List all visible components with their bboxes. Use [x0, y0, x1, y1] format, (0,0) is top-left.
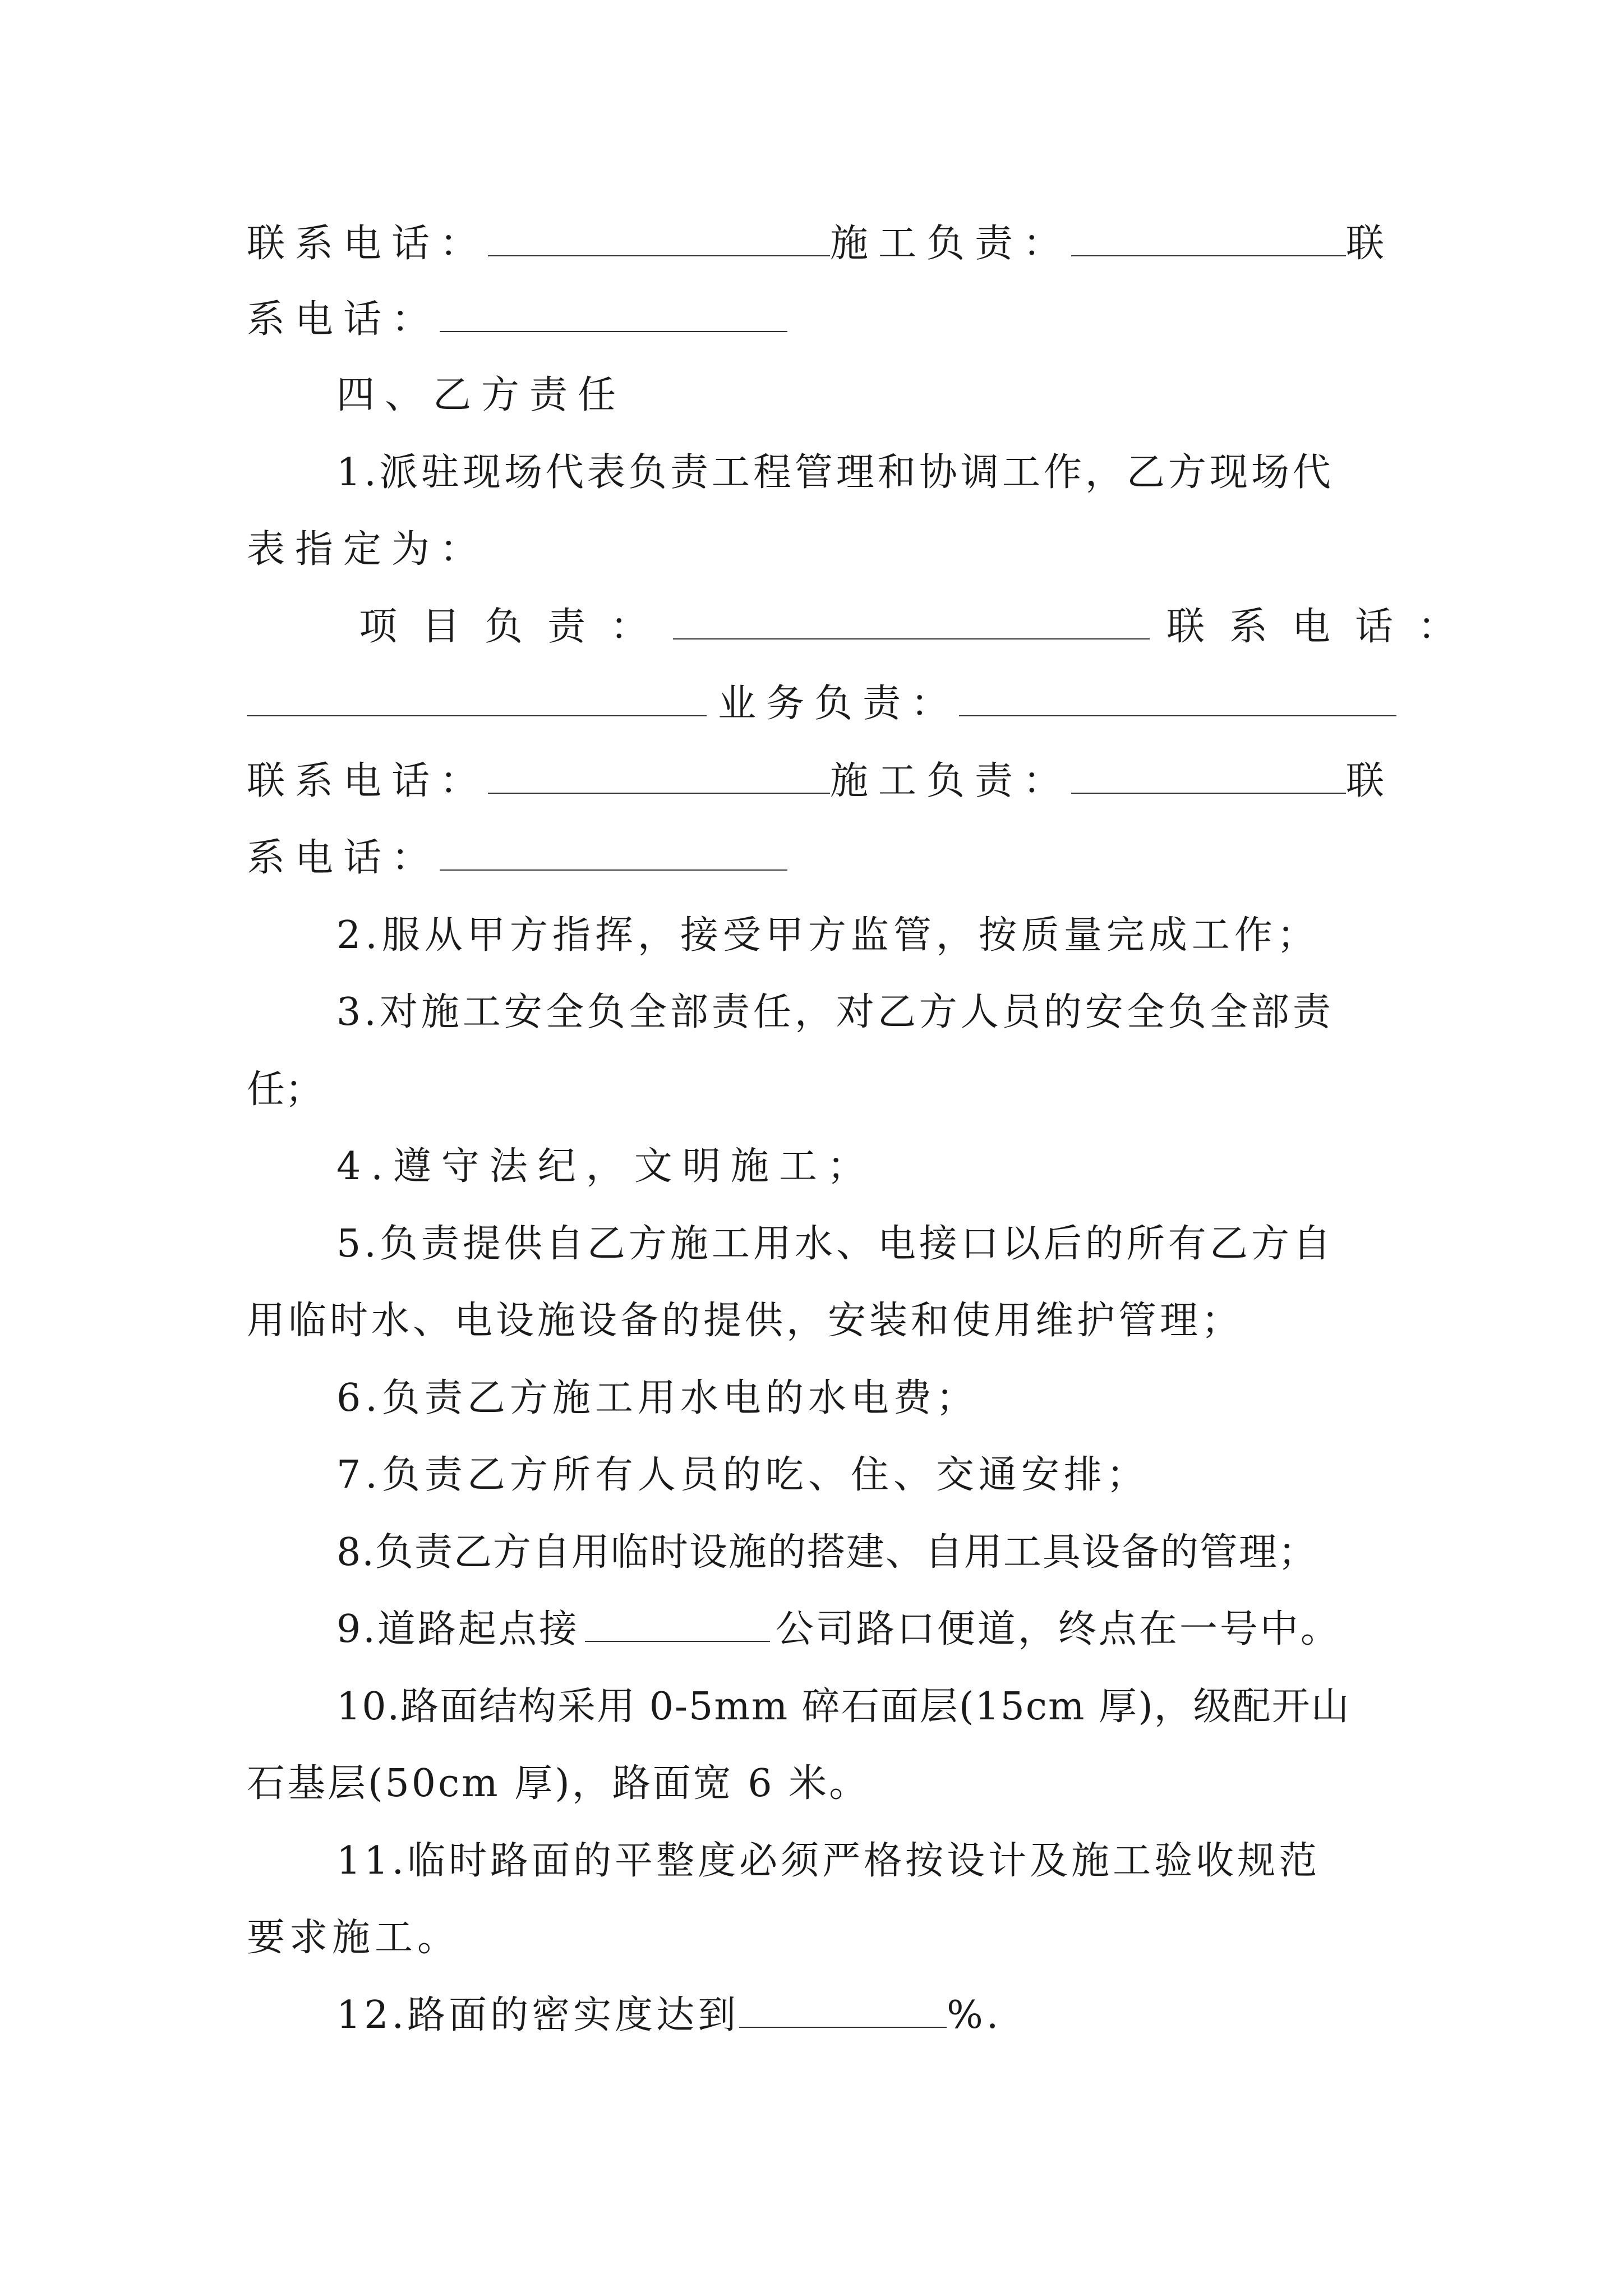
text-segment: 联系电话： — [247, 759, 488, 803]
blank-field — [1071, 220, 1346, 256]
paragraph-line: 3.对施工安全负全部责任，对乙方人员的安全负全部责 — [336, 990, 1334, 1034]
contact-line — [247, 830, 1380, 886]
text-segment: 联 — [1346, 222, 1395, 266]
text-segment: 12.路面的密实度达到 — [336, 1993, 740, 2037]
text-segment: 施工负责： — [830, 222, 1072, 266]
blank-field — [1071, 758, 1346, 794]
contact-line — [359, 599, 1481, 655]
text-segment: 联系电话： — [247, 222, 488, 266]
paragraph-line: 1.派驻现场代表负责工程管理和协调工作，乙方现场代 — [336, 450, 1334, 495]
text-segment: %. — [947, 1993, 1002, 2037]
paragraph-line: 8.负责乙方自用临时设施的搭建、自用工具设备的管理； — [336, 1530, 1317, 1575]
paragraph-line: 用临时水、电设施设备的提供，安装和使用维护管理； — [247, 1299, 1243, 1343]
contact-line — [247, 676, 1380, 732]
text-segment: 9.道路起点接 — [336, 1607, 579, 1651]
paragraph-line: 石基层(50cm 厚)，路面宽 6 米。 — [247, 1761, 870, 1806]
blank-field — [959, 680, 1396, 716]
contact-line — [247, 753, 1395, 809]
contact-line — [247, 216, 1395, 272]
blank-field — [247, 680, 707, 716]
blank-field — [440, 296, 787, 332]
paragraph-line: 7.负责乙方所有人员的吃、住、交通安排； — [336, 1453, 1149, 1497]
paragraph-line — [336, 1987, 1380, 2044]
paragraph-line: 6.负责乙方施工用水电的水电费； — [336, 1376, 979, 1420]
section-heading: 四、乙方责任 — [336, 373, 626, 417]
paragraph-line: 11.临时路面的平整度必须严格按设计及施工验收规范 — [336, 1839, 1321, 1883]
paragraph-line — [336, 1602, 1380, 1658]
text-segment: 联系电话： — [1166, 605, 1481, 649]
paragraph-line: 任； — [247, 1068, 324, 1112]
contact-line — [247, 292, 1380, 348]
paragraph-line: 5.负责提供自乙方施工用水、电接口以后的所有乙方自 — [336, 1222, 1334, 1266]
text-segment: 业务负责： — [718, 682, 960, 726]
text-segment: 施工负责： — [830, 759, 1072, 803]
blank-field — [673, 604, 1150, 639]
text-segment: 公司路口便道，终点在一号中。 — [775, 1607, 1341, 1651]
text-segment: 系电话： — [247, 297, 440, 342]
paragraph-line: 表指定为： — [247, 527, 488, 572]
blank-field — [488, 220, 830, 256]
paragraph-line: 要求施工。 — [247, 1916, 460, 1960]
blank-field — [739, 1992, 947, 2028]
paragraph-line: 2.服从甲方指挥，接受甲方监管，按质量完成工作； — [336, 913, 1320, 958]
blank-field — [488, 758, 830, 794]
blank-field — [440, 835, 787, 871]
paragraph-line: 4.遵守法纪，文明施工； — [336, 1144, 875, 1189]
text-segment: 联 — [1346, 759, 1395, 803]
blank-field — [585, 1606, 770, 1642]
text-segment: 项目负责： — [359, 605, 674, 649]
text-segment: 系电话： — [247, 836, 440, 880]
paragraph-line: 10.路面结构采用 0-5mm 碎石面层(15cm 厚)，级配开山 — [336, 1685, 1350, 1729]
